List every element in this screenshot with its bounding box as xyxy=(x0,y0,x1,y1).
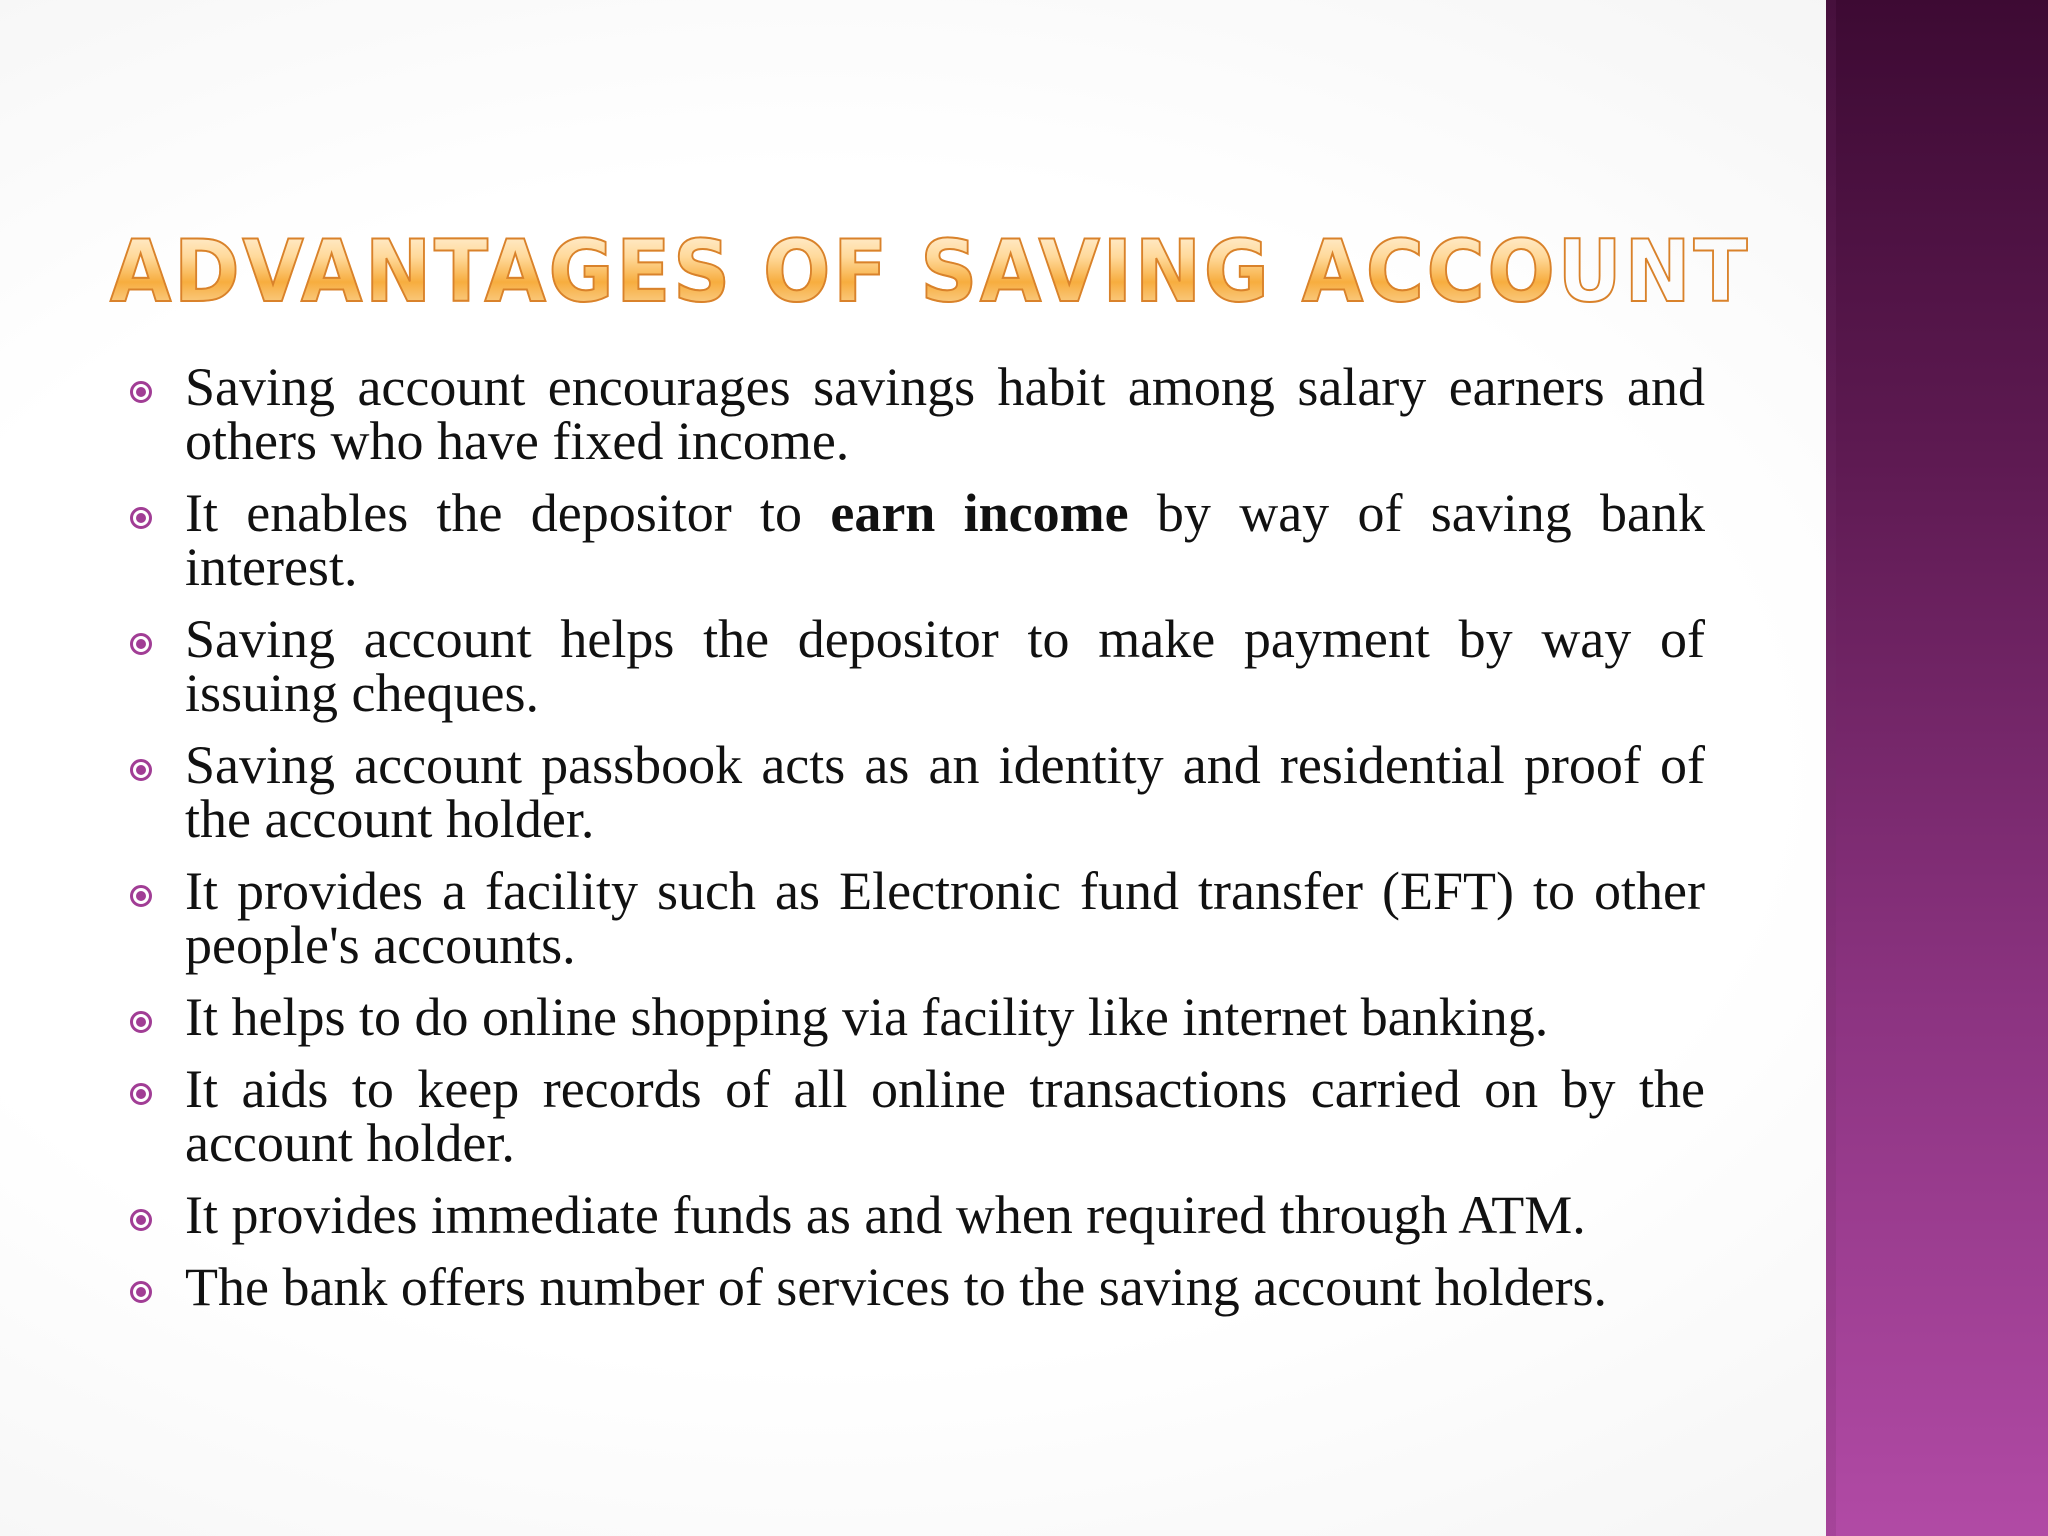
circle-dot-icon xyxy=(130,1011,152,1033)
bullet-list xyxy=(130,357,1705,1332)
bullet-text: It aids to keep records of all online transactions carried on by the account holder. xyxy=(185,1059,1705,1173)
bullet-text: Saving account helps the depositor to make payment by way of issuing cheques. xyxy=(185,609,1705,723)
circle-dot-icon xyxy=(130,633,152,655)
circle-dot-icon xyxy=(130,1281,152,1303)
circle-dot-icon xyxy=(130,759,152,781)
bullet-text: It provides a facility such as Electronic fund transfer (EFT) to other people's accounts. xyxy=(185,861,1705,975)
list-item xyxy=(130,483,1705,597)
list-item xyxy=(130,1257,1705,1317)
bullet-text-after: by way of saving bank interest. xyxy=(185,483,1705,597)
circle-dot-icon xyxy=(130,507,152,529)
circle-dot-icon xyxy=(130,885,152,907)
list-item xyxy=(130,1059,1705,1173)
circle-dot-icon xyxy=(130,1083,152,1105)
bullet-text: It provides immediate funds as and when required through ATM. xyxy=(185,1185,1586,1245)
list-item xyxy=(130,357,1705,471)
list-item xyxy=(130,735,1705,849)
list-item xyxy=(130,609,1705,723)
bullet-text: Saving account passbook acts as an identity and residential proof of the account holder. xyxy=(185,735,1705,849)
circle-dot-icon xyxy=(130,381,152,403)
decorative-side-band xyxy=(1826,0,2048,1536)
list-item xyxy=(130,1185,1705,1245)
bullet-bold-text: earn income xyxy=(830,483,1129,543)
list-item xyxy=(130,861,1705,975)
slide-title: ADVANTAGES OF SAVING ACCOUNT xyxy=(110,222,1751,322)
bullet-text: The bank offers number of services to the saving account holders. xyxy=(185,1257,1608,1317)
list-item xyxy=(130,987,1705,1047)
circle-dot-icon xyxy=(130,1209,152,1231)
bullet-text: It helps to do online shopping via facility like internet banking. xyxy=(185,987,1549,1047)
bullet-text: Saving account encourages savings habit among salary earners and others who have fixed income. xyxy=(185,357,1705,471)
bullet-text-before: It enables the depositor to xyxy=(185,483,831,543)
